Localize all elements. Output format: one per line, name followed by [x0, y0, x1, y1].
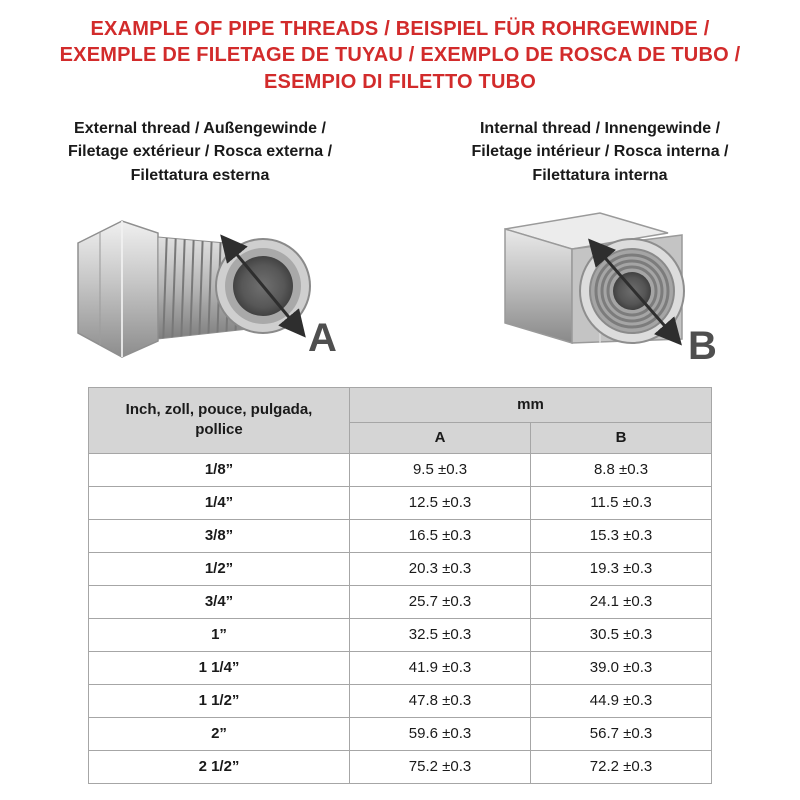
- table-header-b: B: [531, 422, 712, 453]
- dimension-label-b: B: [688, 323, 717, 368]
- a-value-cell: 9.5 ±0.3: [350, 453, 531, 486]
- b-value-cell: 11.5 ±0.3: [531, 486, 712, 519]
- size-cell: 1/2”: [89, 552, 350, 585]
- table-header-a: A: [350, 422, 531, 453]
- a-value-cell: 75.2 ±0.3: [350, 750, 531, 783]
- b-value-cell: 44.9 ±0.3: [531, 684, 712, 717]
- a-value-cell: 59.6 ±0.3: [350, 717, 531, 750]
- table-row: [89, 585, 712, 618]
- table-header-row-1: [89, 387, 712, 422]
- internal-heading-line-1: Internal thread / Innengewinde /: [479, 120, 721, 138]
- b-value-cell: 30.5 ±0.3: [531, 618, 712, 651]
- a-value-cell: 20.3 ±0.3: [350, 552, 531, 585]
- a-value-cell: 41.9 ±0.3: [350, 651, 531, 684]
- b-value-cell: 15.3 ±0.3: [531, 519, 712, 552]
- b-value-cell: 8.8 ±0.3: [531, 453, 712, 486]
- size-cell: 1/8”: [89, 453, 350, 486]
- table-row: [89, 717, 712, 750]
- title-line-1: EXAMPLE OF PIPE THREADS / BEISPIEL FÜR ROHRGEWINDE /: [90, 18, 710, 40]
- internal-thread-heading: [472, 117, 729, 187]
- internal-thread-figure: [400, 117, 800, 381]
- external-fitting-illustration: [78, 221, 310, 357]
- internal-fitting-illustration: [505, 213, 684, 343]
- b-value-cell: 72.2 ±0.3: [531, 750, 712, 783]
- table-row: [89, 618, 712, 651]
- size-cell: 1 1/2”: [89, 684, 350, 717]
- b-value-cell: 39.0 ±0.3: [531, 651, 712, 684]
- thread-dimensions-table: [88, 387, 712, 784]
- table-row: [89, 519, 712, 552]
- size-cell: 3/4”: [89, 585, 350, 618]
- a-value-cell: 25.7 ±0.3: [350, 585, 531, 618]
- dimension-label-a: A: [308, 315, 337, 360]
- table-row: [89, 750, 712, 783]
- external-heading-line-1: External thread / Außengewinde /: [74, 120, 326, 138]
- internal-heading-line-2: Filetage intérieur / Rosca interna /: [471, 143, 729, 161]
- size-cell: 2”: [89, 717, 350, 750]
- table-row: [89, 486, 712, 519]
- external-thread-figure: [0, 117, 400, 381]
- size-cell: 1/4”: [89, 486, 350, 519]
- a-value-cell: 16.5 ±0.3: [350, 519, 531, 552]
- table-header-mm: mm: [350, 387, 712, 422]
- page-title: [0, 0, 800, 95]
- table-row: [89, 552, 712, 585]
- table-body: [89, 453, 712, 783]
- size-cell: 2 1/2”: [89, 750, 350, 783]
- b-value-cell: 56.7 ±0.3: [531, 717, 712, 750]
- size-cell: 1”: [89, 618, 350, 651]
- external-thread-heading: [68, 117, 332, 187]
- a-value-cell: 32.5 ±0.3: [350, 618, 531, 651]
- table-row: [89, 453, 712, 486]
- size-cell: 1 1/4”: [89, 651, 350, 684]
- external-heading-line-2: Filetage extérieur / Rosca externa /: [67, 143, 333, 161]
- a-value-cell: 12.5 ±0.3: [350, 486, 531, 519]
- external-heading-line-3: Filettatura esterna: [130, 166, 270, 184]
- title-line-3: ESEMPIO DI FILETTO TUBO: [263, 70, 537, 93]
- figures-row: [0, 117, 800, 381]
- table-row: [89, 684, 712, 717]
- title-line-2: EXEMPLE DE FILETAGE DE TUYAU / EXEMPLO DE ROSCA DE TUBO /: [59, 44, 741, 67]
- b-value-cell: 19.3 ±0.3: [531, 552, 712, 585]
- size-cell: 3/8”: [89, 519, 350, 552]
- table-row: [89, 651, 712, 684]
- external-thread-image: [50, 191, 350, 381]
- a-value-cell: 47.8 ±0.3: [350, 684, 531, 717]
- internal-thread-image: [450, 191, 750, 381]
- internal-heading-line-3: Filettatura interna: [532, 166, 668, 184]
- table-header-size: Inch, zoll, pouce, pulgada, pollice: [89, 387, 350, 453]
- b-value-cell: 24.1 ±0.3: [531, 585, 712, 618]
